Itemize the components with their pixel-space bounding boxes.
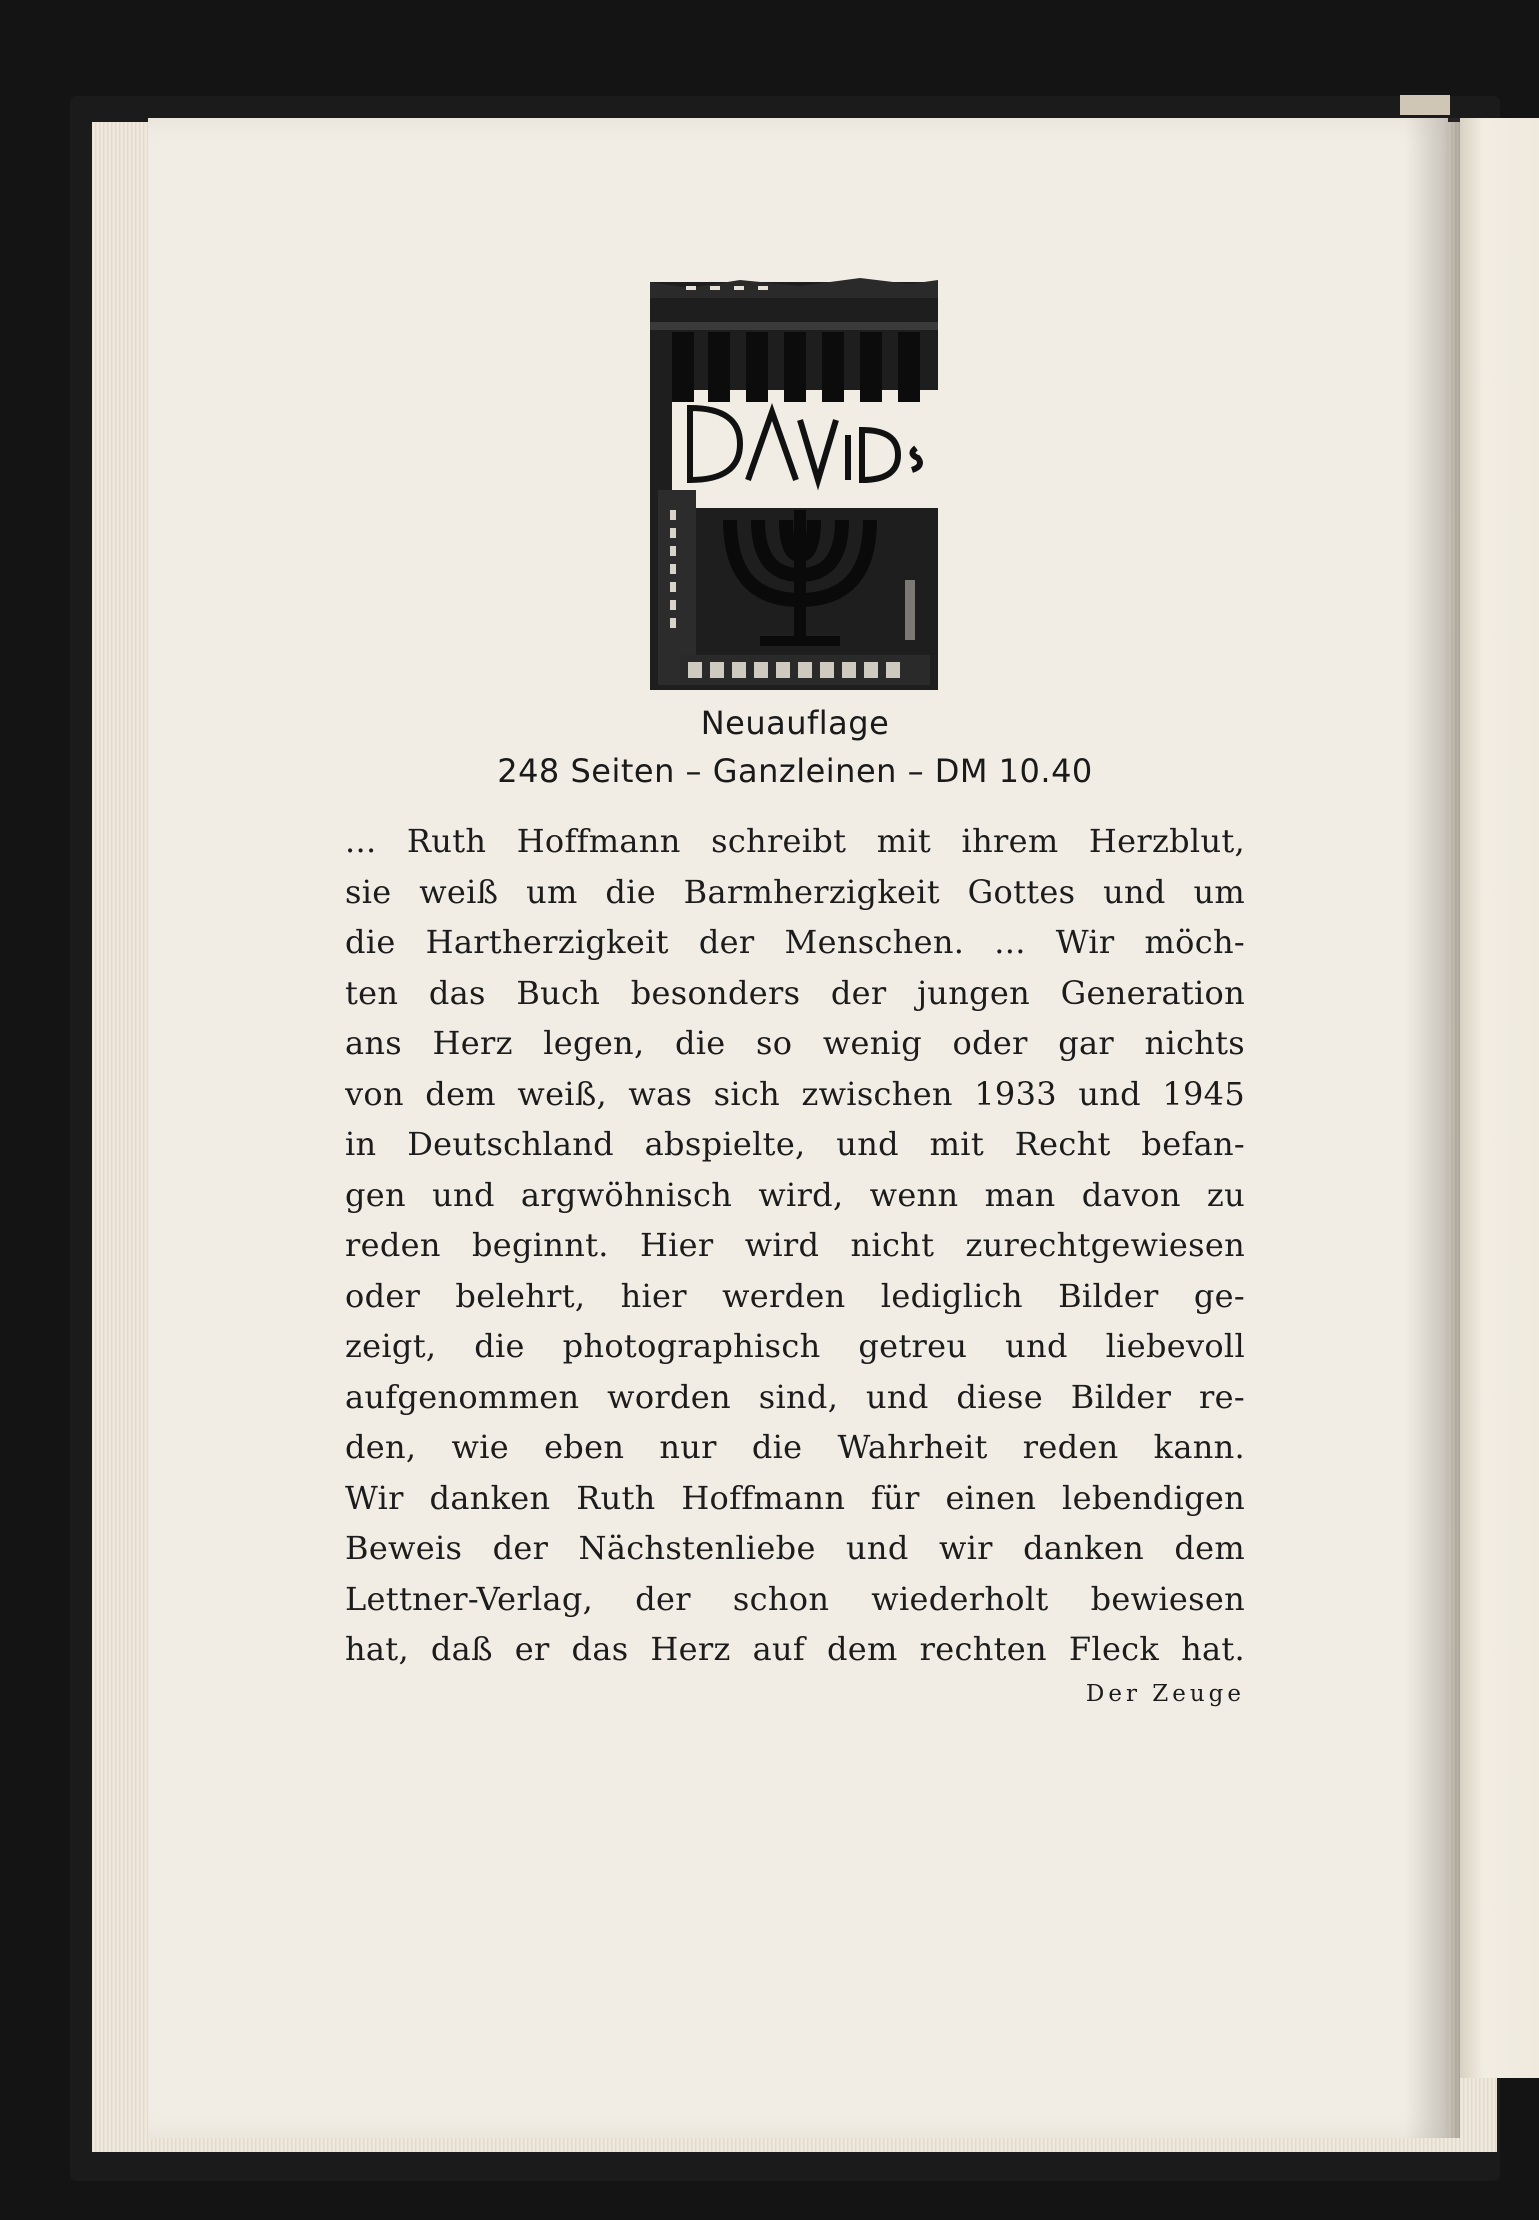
review-line: von dem weiß, was sich zwischen 1933 und 1945 [345,1074,1245,1113]
gutter-shadow [1405,118,1460,2138]
facing-page-edge [1460,118,1539,2078]
review-line: Wir danken Ruth Hoffmann für einen lebendigen [345,1478,1245,1517]
review-line: oder belehrt, hier werden lediglich Bilder ge- [345,1276,1245,1315]
review-line: zeigt, die photographisch getreu und liebevoll [345,1327,1245,1365]
review-line: aufgenommen worden sind, und diese Bilder re- [345,1377,1245,1416]
review-line: die Hartherzigkeit der Menschen. ... Wir möch- [345,923,1245,961]
review-line: Lettner-Verlag, der schon wiederholt bewiesen [345,1579,1245,1618]
edition-note: Neuauflage [700,704,890,742]
book-spine-strip [1400,95,1450,115]
cover-art-svg [650,270,938,690]
review-signature: Der Zeuge [1085,1680,1245,1707]
page-content [345,270,1245,1707]
review-line: gen und argwöhnisch wird, wenn man davon zu [345,1175,1245,1214]
book-cover-illustration [650,270,938,690]
review-line: sie weiß um die Barmherzigkeit Gottes und um [345,872,1245,911]
book-details: 248 Seiten – Ganzleinen – DM 10.40 [497,752,1093,790]
review-line: ten das Buch besonders der jungen Generation [345,973,1245,1012]
review-text [345,816,1245,1675]
review-line: ans Herz legen, die so wenig oder gar nichts [345,1024,1245,1062]
review-line: hat, daß er das Herz auf dem rechten Fleck hat. [345,1630,1245,1668]
review-line: den, wie eben nur die Wahrheit reden kann. [345,1428,1245,1466]
review-line: ... Ruth Hoffmann schreibt mit ihrem Herzblut, [345,822,1245,860]
review-line: in Deutschland abspielte, und mit Recht befan- [345,1125,1245,1163]
review-line: reden beginnt. Hier wird nicht zurechtgewiesen [345,1226,1245,1264]
review-line: Beweis der Nächstenliebe und wir danken dem [345,1529,1245,1567]
